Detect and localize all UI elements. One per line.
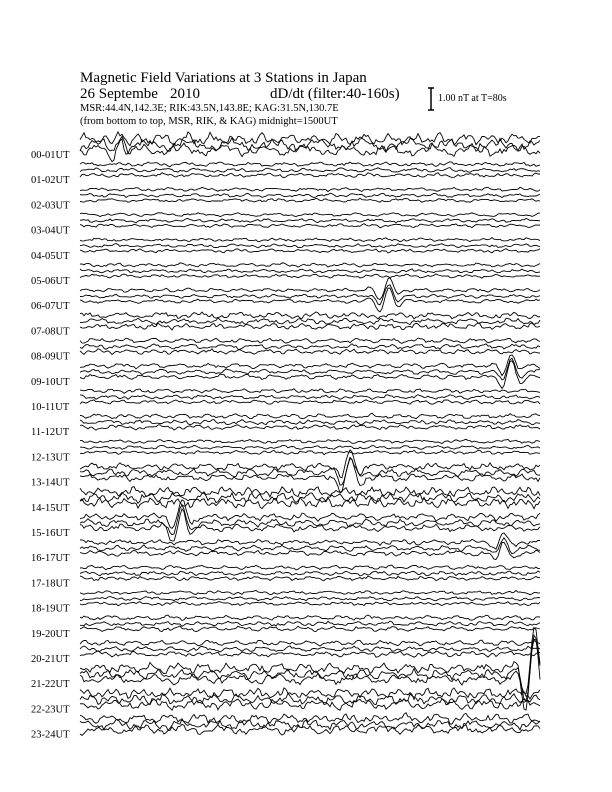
hour-label: 23-24UT bbox=[31, 729, 70, 741]
trace-kag bbox=[80, 565, 540, 570]
trace-msr bbox=[80, 249, 540, 253]
trace-rik bbox=[80, 420, 540, 425]
chart-date-part2: 2010 bbox=[170, 86, 200, 102]
chart-date-part1: 26 Septembe bbox=[80, 86, 158, 102]
hour-label: 01-02UT bbox=[31, 175, 70, 187]
trace-msr bbox=[80, 602, 540, 606]
station-order-note: (from bottom to top, MSR, RIK, & KAG) midnight=1500UT bbox=[80, 116, 338, 127]
hour-label: 14-15UT bbox=[31, 502, 70, 514]
hour-label: 21-22UT bbox=[31, 679, 70, 691]
trace-kag bbox=[80, 238, 540, 242]
trace-msr bbox=[80, 576, 540, 581]
hour-label: 07-08UT bbox=[31, 326, 70, 338]
hour-label: 03-04UT bbox=[31, 225, 70, 237]
hour-label: 20-21UT bbox=[31, 654, 70, 665]
trace-msr bbox=[80, 497, 540, 509]
trace-rik bbox=[80, 395, 540, 400]
trace-msr bbox=[80, 400, 540, 405]
trace-msr bbox=[80, 323, 540, 330]
trace-rik bbox=[80, 571, 540, 576]
hour-label: 00-01UT bbox=[31, 150, 70, 161]
trace-rik bbox=[80, 597, 540, 601]
scale-bar-label: 1.00 nT at T=80s bbox=[438, 93, 507, 104]
trace-rik bbox=[80, 719, 540, 730]
chart-method: dD/dt (filter:40-160s) bbox=[270, 86, 400, 102]
trace-rik bbox=[80, 218, 540, 222]
trace-kag bbox=[80, 450, 540, 478]
trace-rik bbox=[80, 505, 540, 535]
trace-kag bbox=[80, 628, 540, 694]
station-coordinates: MSR:44.4N,142.3E; RIK:43.5N,143.8E; KAG:31.5N,130.7E bbox=[80, 103, 339, 114]
hour-label: 22-23UT bbox=[31, 704, 70, 716]
trace-rik bbox=[80, 445, 540, 449]
trace-kag bbox=[80, 640, 540, 646]
hour-label: 11-12UT bbox=[31, 427, 70, 439]
trace-kag bbox=[80, 312, 540, 319]
hour-label: 05-06UT bbox=[31, 276, 70, 287]
hour-label: 18-19UT bbox=[31, 603, 70, 615]
chart-title: Magnetic Field Variations at 3 Stations in Japan bbox=[80, 70, 367, 86]
trace-layer bbox=[80, 132, 540, 736]
scale-bar bbox=[428, 88, 434, 110]
trace-rik bbox=[80, 168, 540, 173]
trace-kag bbox=[80, 713, 540, 724]
trace-kag bbox=[80, 213, 540, 217]
trace-rik bbox=[80, 344, 540, 350]
trace-kag bbox=[80, 389, 540, 394]
trace-rik bbox=[80, 193, 540, 197]
hour-label: 13-14UT bbox=[31, 477, 70, 489]
trace-kag bbox=[80, 500, 540, 528]
hour-label: 19-20UT bbox=[31, 628, 70, 640]
trace-msr bbox=[80, 458, 540, 494]
trace-rik bbox=[80, 244, 540, 248]
trace-msr bbox=[80, 198, 540, 202]
trace-msr bbox=[80, 651, 540, 657]
hour-label: 16-17UT bbox=[31, 553, 70, 565]
hour-label: 10-11UT bbox=[31, 402, 70, 413]
trace-msr bbox=[80, 274, 540, 278]
hour-label: 06-07UT bbox=[31, 301, 70, 313]
trace-msr bbox=[80, 450, 540, 454]
trace-kag bbox=[80, 615, 540, 621]
trace-msr bbox=[80, 509, 540, 541]
hour-label: 15-16UT bbox=[31, 528, 70, 539]
hour-label: 17-18UT bbox=[31, 578, 70, 590]
trace-msr bbox=[80, 224, 540, 228]
trace-rik bbox=[80, 621, 540, 626]
trace-kag bbox=[80, 590, 540, 594]
trace-msr bbox=[80, 626, 540, 631]
hour-labels bbox=[31, 150, 70, 741]
trace-kag bbox=[80, 187, 540, 191]
trace-kag bbox=[80, 413, 540, 419]
hour-label: 04-05UT bbox=[31, 250, 70, 262]
hour-label: 09-10UT bbox=[31, 376, 70, 388]
trace-msr bbox=[80, 173, 540, 178]
trace-kag bbox=[80, 338, 540, 343]
trace-kag bbox=[80, 162, 540, 167]
trace-msr bbox=[80, 425, 540, 430]
trace-rik bbox=[80, 318, 540, 325]
trace-kag bbox=[80, 439, 540, 443]
trace-rik bbox=[80, 646, 540, 652]
hour-label: 12-13UT bbox=[31, 452, 70, 464]
trace-msr bbox=[80, 724, 540, 735]
hour-label: 02-03UT bbox=[31, 200, 70, 212]
hour-label: 08-09UT bbox=[31, 351, 70, 363]
trace-msr bbox=[80, 349, 540, 355]
trace-kag bbox=[80, 263, 540, 267]
trace-rik bbox=[80, 269, 540, 273]
